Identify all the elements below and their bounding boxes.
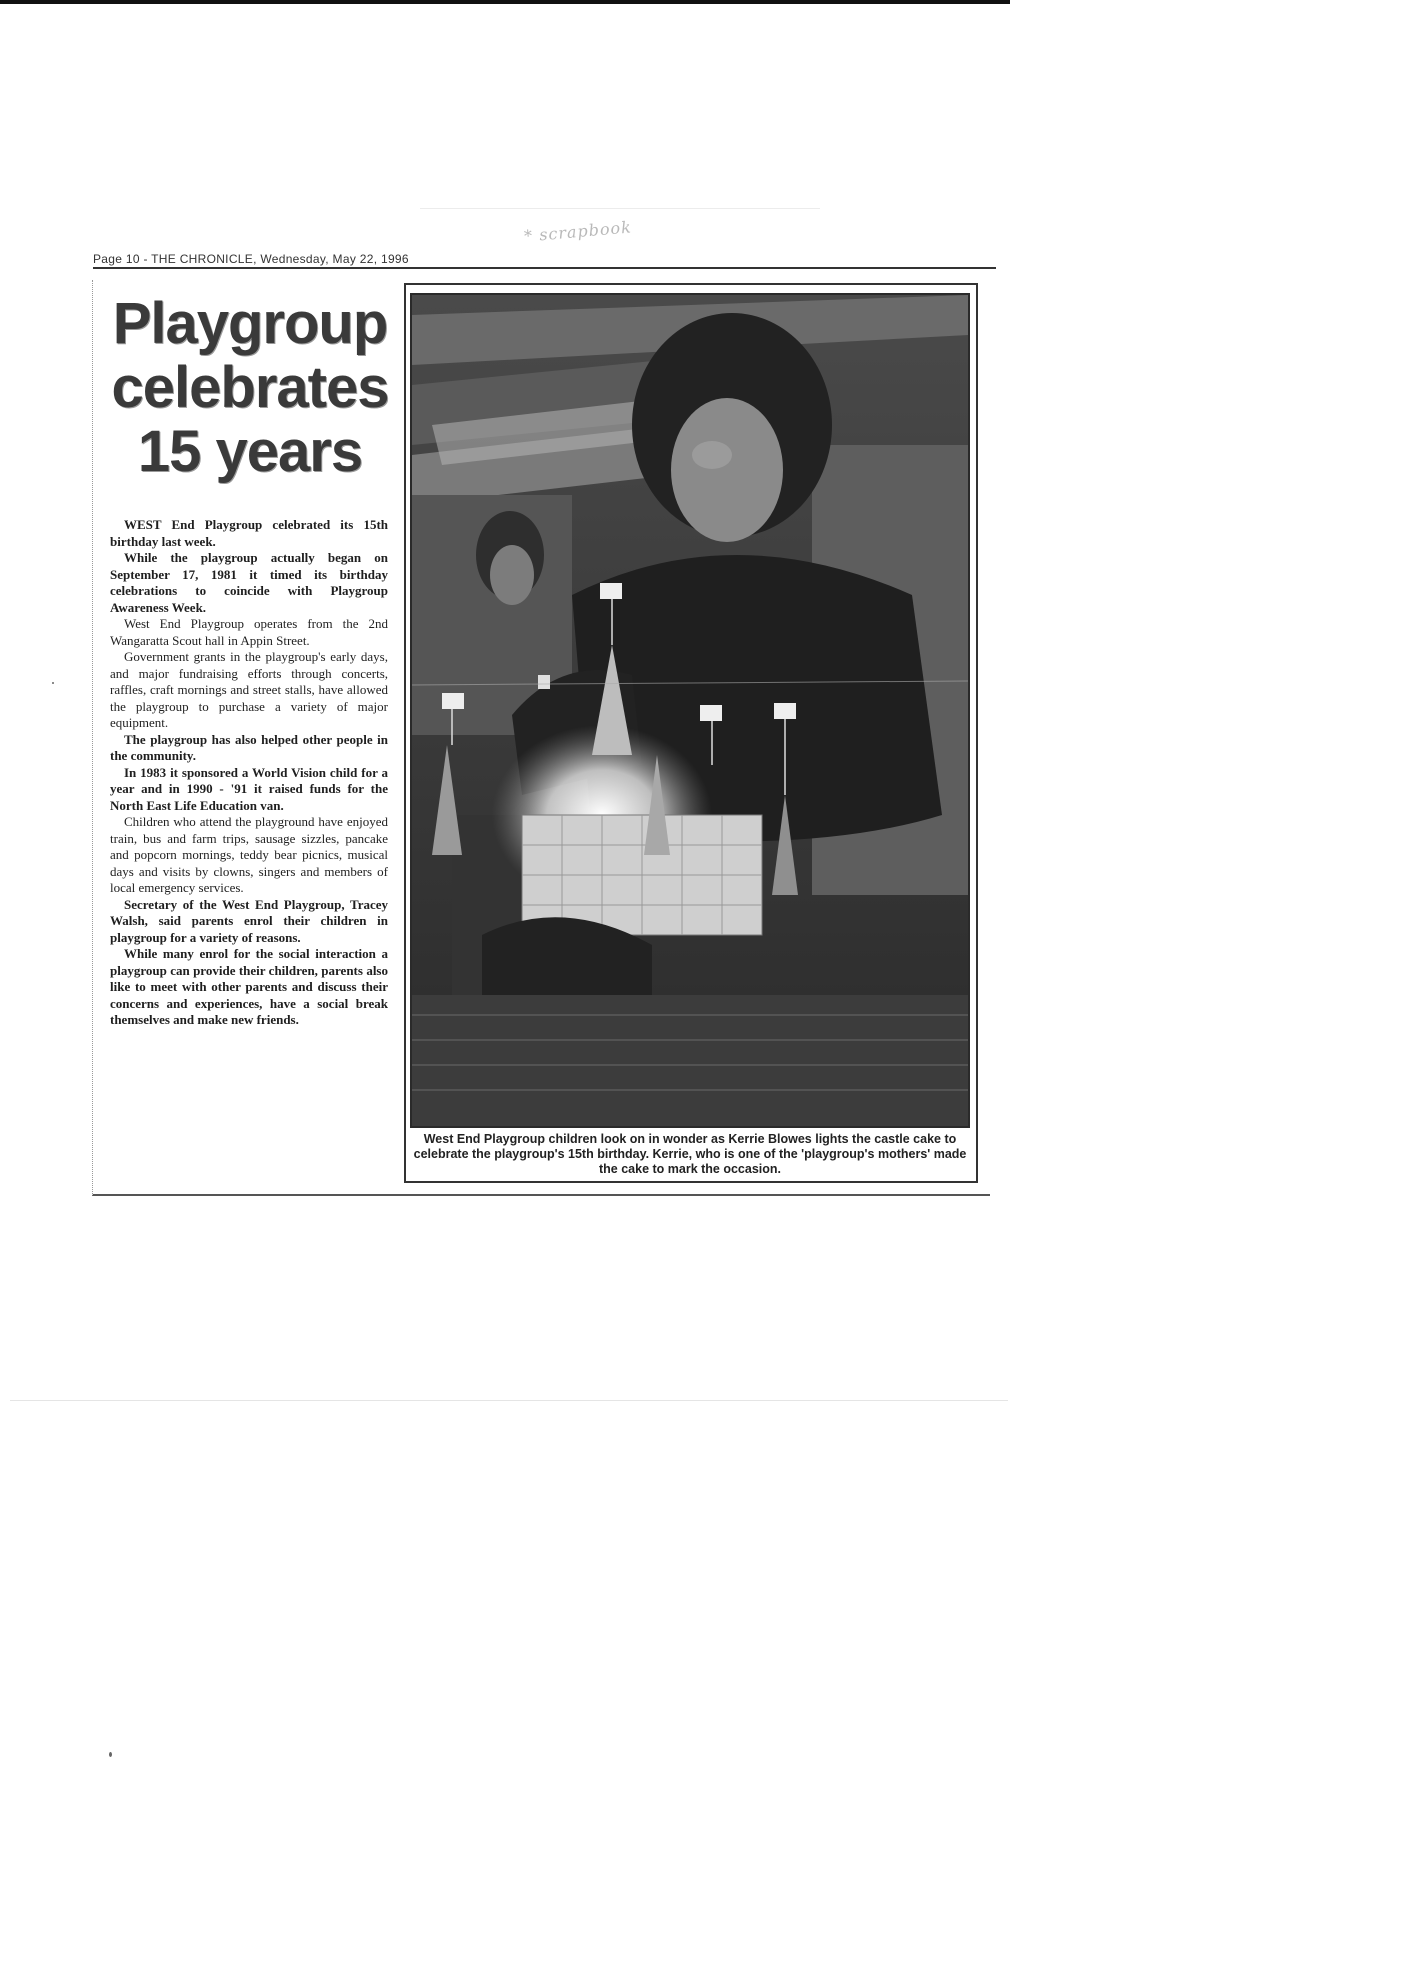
scan-edge-line xyxy=(0,0,1010,4)
headline xyxy=(100,292,400,484)
page-header: Page 10 - THE CHRONICLE, Wednesday, May 22, 1996 xyxy=(93,252,409,266)
photo-caption: West End Playgroup children look on in wonder as Kerrie Blowes lights the castle cake to celebrate the playgroup's 15th birthday. Kerrie, who is one of the 'playgroup's mothers' made the cake to mark the occasion. xyxy=(413,1132,967,1176)
paragraph: In 1983 it sponsored a World Vision child for a year and in 1990 - '91 it raised funds for the North East Life Education van. xyxy=(110,764,388,813)
paragraph: While many enrol for the social interaction a playgroup can provide their children, parents also like to meet with other parents and discuss their concerns and experiences, have a social break themselves and make new friends. xyxy=(110,946,388,1027)
paragraph: Secretary of the West End Playgroup, Tracey Walsh, said parents enrol their children in playgroup for a variety of reasons. xyxy=(110,896,388,945)
paragraph: West End Playgroup operates from the 2nd Wangaratta Scout hall in Appin Street. xyxy=(110,616,388,648)
scan-fold-line xyxy=(420,208,820,209)
newspaper-photo xyxy=(410,293,970,1128)
paragraph: Government grants in the playgroup's early days, and major fundraising efforts through concerts, raffles, craft mornings and street stalls, have allowed the playgroup to purchase a variety of major equipment. xyxy=(110,649,388,730)
headline-line-2: celebrates xyxy=(111,355,389,420)
paragraph: The playgroup has also helped other people in the community. xyxy=(110,731,388,763)
headline-line-1: Playgroup xyxy=(112,291,388,356)
photo-image xyxy=(412,295,968,1126)
header-rule xyxy=(93,267,996,269)
article-body xyxy=(110,517,388,1029)
scan-fold-line xyxy=(10,1400,1008,1401)
handwritten-note: * scrapbook xyxy=(523,217,633,246)
headline-line-3: 15 years xyxy=(137,419,363,484)
paragraph: Children who attend the playground have enjoyed train, bus and farm trips, sausage sizzles, pancake and popcorn mornings, teddy bear picnics, musical days and visits by clowns, singers and members of local emergency services. xyxy=(110,814,388,895)
paragraph: While the playgroup actually began on September 17, 1981 it timed its birthday celebrations to coincide with Playgroup Awareness Week. xyxy=(110,550,388,615)
paragraph: WEST End Playgroup celebrated its 15th birthday last week. xyxy=(110,517,388,549)
scan-speck xyxy=(52,682,54,684)
scan-speck xyxy=(109,1752,112,1757)
